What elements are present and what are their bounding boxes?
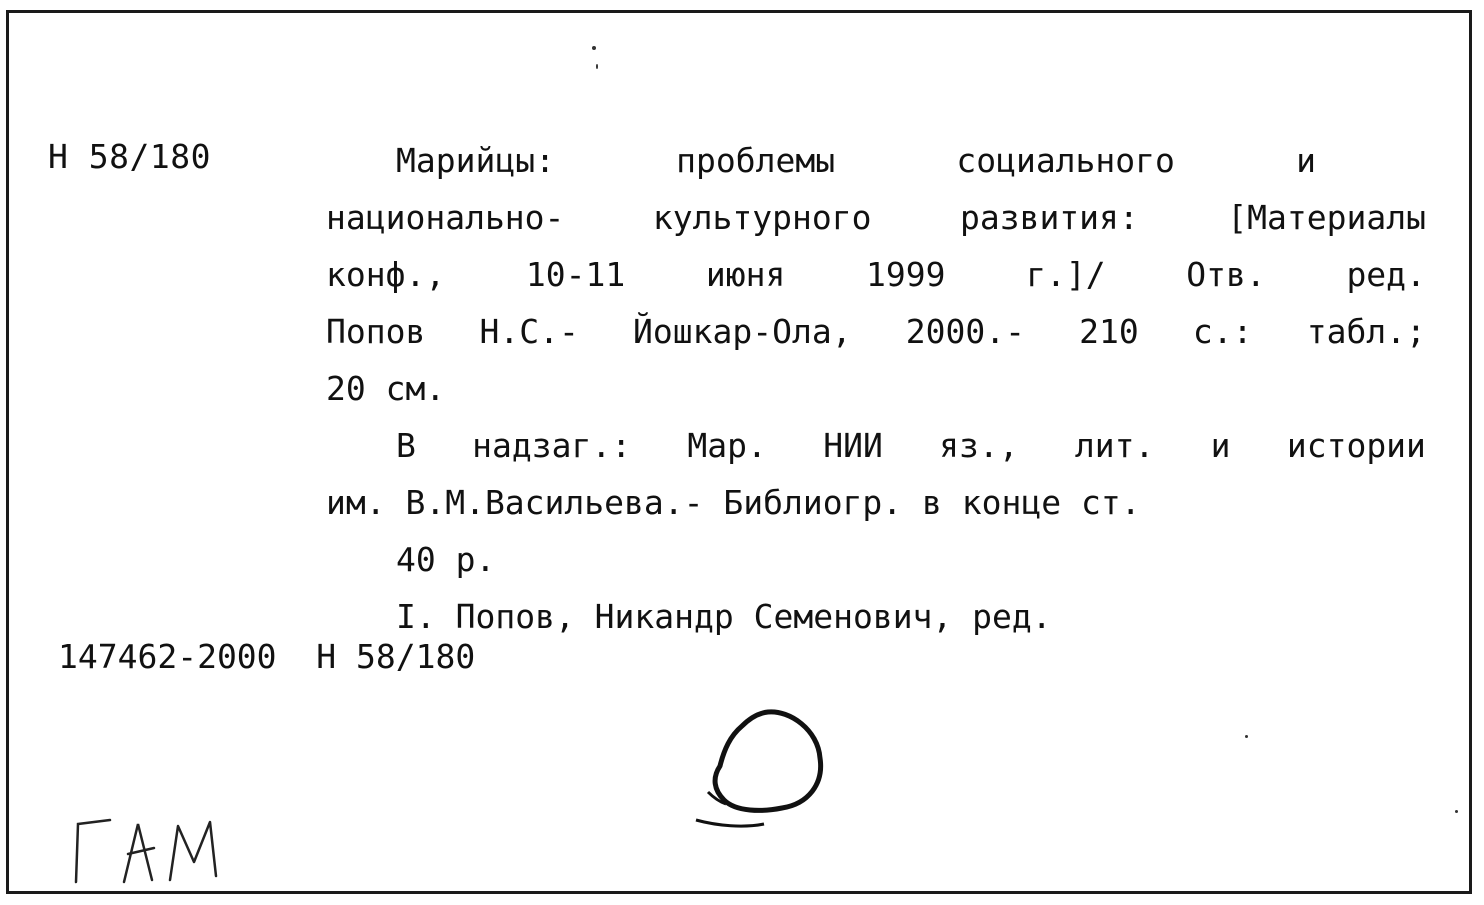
handwritten-mark [66,810,236,890]
word: табл.; [1306,312,1426,351]
speck [1455,810,1458,813]
speck [596,64,598,69]
word: социального [956,141,1175,180]
size-line: 20 см. [326,369,446,408]
word: Мар. [687,426,767,465]
word: и [1296,141,1316,180]
library-stamp-circle [690,700,840,850]
word: г.]/ [1026,255,1106,294]
word: и [1210,426,1231,465]
word: яз., [939,426,1019,465]
word: 1999 [866,255,946,294]
word: истории [1286,426,1426,465]
title-line-4 [326,303,1426,360]
word: Н.С.- [479,312,579,351]
word: 210 [1079,312,1139,351]
price-line: 40 р. [396,540,496,579]
word: 2000.- [905,312,1025,351]
word: Йошкар-Ола, [633,312,852,351]
word: 10-11 [525,255,626,294]
title-line-1 [326,132,1426,189]
added-entry-line: I. Попов, Никандр Семенович, ред. [396,597,1052,636]
bibliographic-description [326,132,1426,645]
word: Отв. [1186,255,1266,294]
word: надзаг.: [472,426,632,465]
note-line-2: им. В.М.Васильева.- Библиогр. в конце ст. [326,483,1141,522]
word: культурного [652,198,872,237]
word: национально- [326,198,565,237]
word: конф., [326,255,446,294]
shelf-mark: Н 58/180 [48,137,211,176]
word: Попов [326,312,426,351]
word: лит. [1074,426,1155,465]
word: проблемы [676,141,836,180]
inventory-number: 147462-2000 Н 58/180 [58,637,476,676]
word: НИИ [823,426,883,465]
speck [592,46,596,50]
word: ред. [1346,255,1426,294]
speck [1245,735,1248,738]
word: [Материалы [1227,198,1426,237]
word: июня [705,255,786,294]
note-line-1 [326,417,1426,474]
title-line-2 [326,189,1426,246]
word: с.: [1192,312,1253,351]
word: развития: [959,198,1139,237]
word: Марийцы: [396,141,555,180]
title-line-3 [326,246,1426,303]
word: В [396,426,416,465]
